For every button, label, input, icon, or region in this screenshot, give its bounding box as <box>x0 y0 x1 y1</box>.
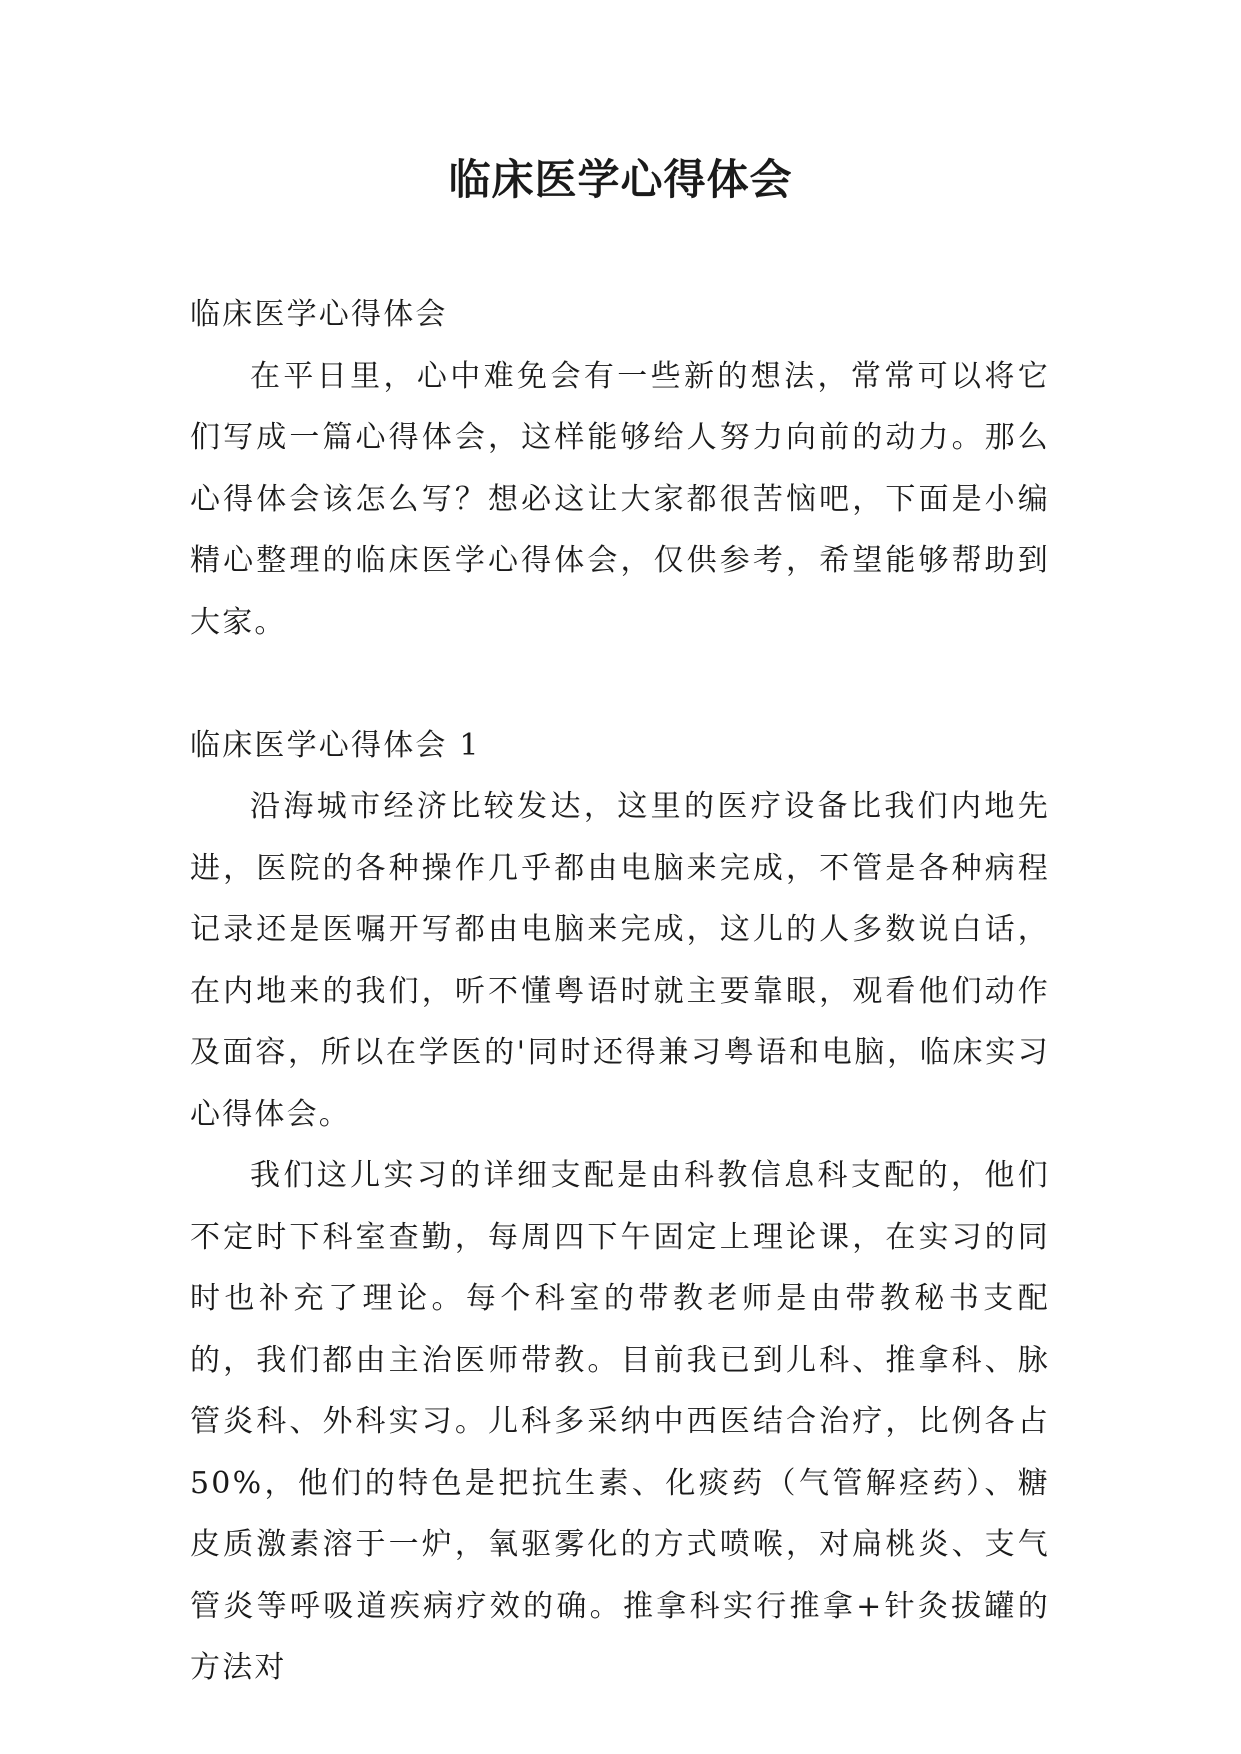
document-body <box>190 284 1050 1699</box>
section-1-paragraph-1: 沿海城市经济比较发达，这里的医疗设备比我们内地先进，医院的各种操作几乎都由电脑来完成，不管是各种病程记录还是医嘱开写都由电脑来完成，这儿的人多数说白话，在内地来的我们，听不懂粤语时就主要靠眼，观看他们动作及面容，所以在学医的'同时还得兼习粤语和电脑，临床实习心得体会。 <box>190 789 1050 1132</box>
section-1-paragraph-2: 我们这儿实习的详细支配是由科教信息科支配的，他们不定时下科室查勤，每周四下午固定上理论课，在实习的同时也补充了理论。每个科室的带教老师是由带教秘书支配的，我们都由主治医师带教。目前我已到儿科、推拿科、脉管炎科、外科实习。儿科多采纳中西医结合治疗，比例各占 50%，他们的特色是把抗生素、化痰药（气管解痉药）、糖皮质激素溶于一炉，氧驱雾化的方式喷喉，对扁桃炎、支气管炎等呼吸道疾病疗效的确。推拿科实行推拿+针灸拔罐的方法对 <box>190 1158 1050 1685</box>
section-1-heading: 临床医学心得体会 1 <box>190 727 481 763</box>
document-title: 临床医学心得体会 <box>448 155 793 204</box>
section-spacer <box>190 653 1050 715</box>
intro-paragraph: 在平日里，心中难免会有一些新的想法，常常可以将它们写成一篇心得体会，这样能够给人努力向前的动力。那么心得体会该怎么写？想必这让大家都很苦恼吧，下面是小编精心整理的临床医学心得体会，仅供参考，希望能够帮助到大家。 <box>190 358 1050 640</box>
intro-heading: 临床医学心得体会 <box>190 297 448 332</box>
